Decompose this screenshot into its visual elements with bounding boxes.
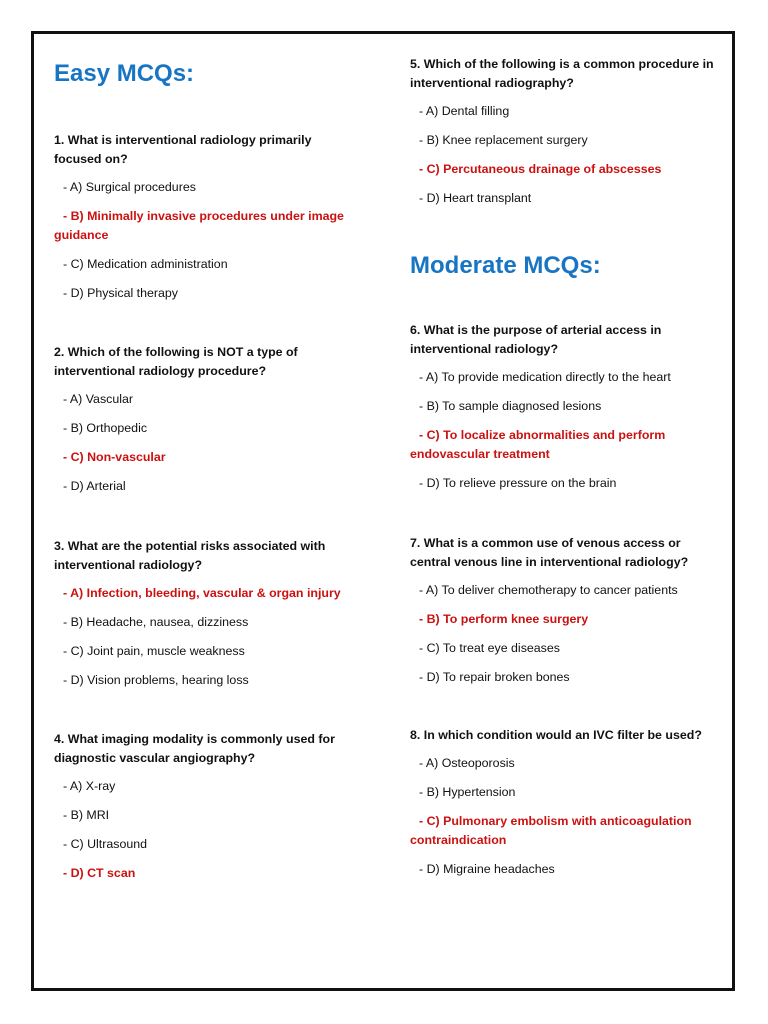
option-d: - D) Arterial [63, 479, 126, 493]
question-text: 7. What is a common use of venous access or central venous line in interventional radiology? [410, 536, 689, 569]
option-c-correct: - C) To localize abnormalities and perform endovascular treatment [410, 428, 666, 461]
easy-mcqs-heading: Easy MCQs: [54, 60, 195, 87]
option-a-correct: - A) Infection, bleeding, vascular & organ injury [63, 586, 341, 600]
option-a: - A) Surgical procedures [63, 180, 196, 194]
option-c-correct: - C) Non-vascular [63, 450, 166, 464]
option-b-correct: - B) Minimally invasive procedures under image guidance [54, 209, 344, 242]
option-b: - B) To sample diagnosed lesions [419, 399, 602, 413]
option-c-correct: - C) Pulmonary embolism with anticoagulation contraindication [410, 814, 692, 847]
question-text: 2. Which of the following is NOT a type of interventional radiology procedure? [54, 345, 298, 378]
option-b: - B) MRI [63, 808, 110, 822]
option-d: - D) To repair broken bones [419, 670, 570, 684]
option-c: - C) Ultrasound [63, 837, 148, 851]
moderate-mcqs-heading: Moderate MCQs: [410, 252, 601, 279]
question-5 [410, 55, 720, 218]
option-c-correct: - C) Percutaneous drainage of abscesses [419, 162, 662, 176]
question-8 [410, 726, 710, 889]
option-a: - A) To deliver chemotherapy to cancer patients [419, 583, 678, 597]
option-b: - B) Knee replacement surgery [419, 133, 588, 147]
question-3 [54, 537, 344, 700]
question-7 [410, 534, 720, 697]
option-d: - D) Heart transplant [419, 191, 532, 205]
option-b: - B) Orthopedic [63, 421, 148, 435]
option-b-correct: - B) To perform knee surgery [419, 612, 589, 626]
option-d: - D) Migraine headaches [419, 862, 555, 876]
option-a: - A) Osteoporosis [419, 756, 515, 770]
option-c: - C) Joint pain, muscle weakness [63, 644, 245, 658]
question-text: 6. What is the purpose of arterial access in interventional radiology? [410, 323, 662, 356]
option-a: - A) Vascular [63, 392, 134, 406]
question-text: 5. Which of the following is a common procedure in interventional radiography? [410, 57, 714, 90]
question-text: 1. What is interventional radiology primarily focused on? [54, 133, 312, 166]
question-4 [54, 730, 344, 893]
option-b: - B) Hypertension [419, 785, 516, 799]
question-text: 4. What imaging modality is commonly used for diagnostic vascular angiography? [54, 732, 335, 765]
option-a: - A) Dental filling [419, 104, 510, 118]
question-6 [410, 321, 700, 503]
option-a: - A) To provide medication directly to the heart [419, 370, 671, 384]
option-b: - B) Headache, nausea, dizziness [63, 615, 249, 629]
option-d: - D) To relieve pressure on the brain [419, 476, 617, 490]
question-2 [54, 343, 314, 506]
option-d: - D) Physical therapy [63, 286, 178, 300]
question-text: 3. What are the potential risks associated with interventional radiology? [54, 539, 326, 572]
option-d-correct: - D) CT scan [63, 866, 136, 880]
question-text: 8. In which condition would an IVC filter be used? [410, 728, 702, 742]
page-border [31, 31, 735, 991]
option-c: - C) Medication administration [63, 257, 228, 271]
option-a: - A) X-ray [63, 779, 116, 793]
option-c: - C) To treat eye diseases [419, 641, 560, 655]
option-d: - D) Vision problems, hearing loss [63, 673, 249, 687]
question-1 [54, 131, 344, 313]
